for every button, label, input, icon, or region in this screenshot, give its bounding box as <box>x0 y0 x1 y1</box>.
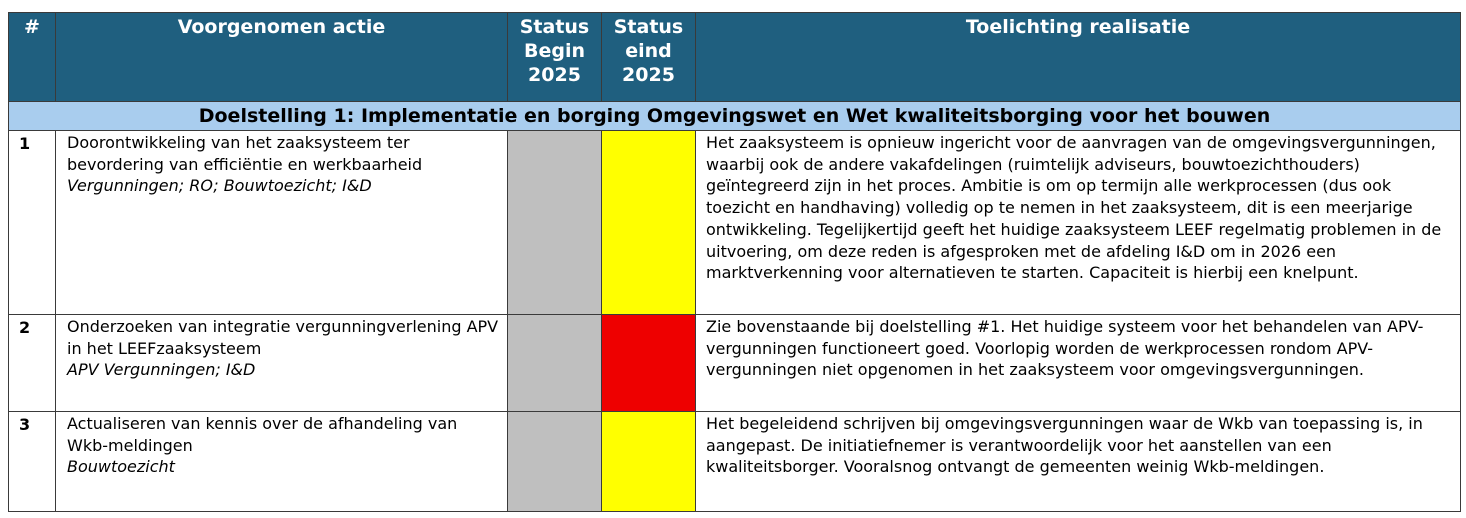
departments-text: Vergunningen; RO; Bouwtoezicht; I&D <box>67 176 372 196</box>
departments-text: APV Vergunningen; I&D <box>67 360 256 380</box>
table-row <box>9 315 1461 412</box>
status-begin-cell <box>508 315 602 412</box>
header-notes: Toelichting realisatie <box>696 13 1461 102</box>
action-cell <box>56 412 508 512</box>
action-text: Doorontwikkeling van het zaaksysteem ter bevordering van efficiëntie en werkbaarheid <box>67 133 423 174</box>
status-begin-cell <box>508 412 602 512</box>
row-number: 1 <box>9 131 56 315</box>
header-number: # <box>9 13 56 102</box>
header-status-end: Status eind 2025 <box>602 13 696 102</box>
goal-title: Doelstelling 1: Implementatie en borging Omgevingswet en Wet kwaliteitsborging voor het bouwen <box>9 102 1461 131</box>
notes-cell: Het zaaksysteem is opnieuw ingericht voor de aanvragen van de omgevingsvergunningen, waarbij ook de andere vakafdelingen (ruimtelijk adviseurs, bouwtoezichthouders) geïntegreerd zijn in het proces. Ambitie is om op termijn alle werkprocessen (dus ook toezicht en handhaving) volledig op te nemen in het zaaksysteem, dit is een meerjarige ontwikkeling. Tegelijkertijd geeft het huidige zaaksysteem LEEF regelmatig problemen in de uitvoering, om deze reden is afgesproken met de afdeling I&D om in 2026 een marktverkenning voor alternatieven te starten. Capaciteit is hierbij een knelpunt. <box>696 131 1461 315</box>
status-end-cell <box>602 412 696 512</box>
row-number: 2 <box>9 315 56 412</box>
departments-text: Bouwtoezicht <box>67 457 175 477</box>
status-end-cell <box>602 131 696 315</box>
notes-cell: Het begeleidend schrijven bij omgevingsvergunningen waar de Wkb van toepassing is, in aangepast. De initiatiefnemer is verantwoordelijk voor het aanstellen van een kwaliteitsborger. Vooralsnog ontvangt de gemeenten weinig Wkb-meldingen. <box>696 412 1461 512</box>
action-text: Actualiseren van kennis over de afhandeling van Wkb-meldingen <box>67 414 458 455</box>
notes-cell: Zie bovenstaande bij doelstelling #1. Het huidige systeem voor het behandelen van APV-vergunningen functioneert goed. Voorlopig worden de werkprocessen rondom APV-vergunningen niet opgenomen in het zaaksysteem voor omgevingsvergunningen. <box>696 315 1461 412</box>
action-cell <box>56 131 508 315</box>
goal-row <box>9 102 1461 131</box>
action-status-table <box>8 12 1461 512</box>
status-begin-cell <box>508 131 602 315</box>
header-action: Voorgenomen actie <box>56 13 508 102</box>
status-end-cell <box>602 315 696 412</box>
row-number: 3 <box>9 412 56 512</box>
table-header-row <box>9 13 1461 102</box>
action-text: Onderzoeken van integratie vergunningverlening APV in het LEEFzaaksysteem <box>67 317 499 358</box>
table-row <box>9 131 1461 315</box>
action-cell <box>56 315 508 412</box>
header-status-begin: Status Begin 2025 <box>508 13 602 102</box>
table-row <box>9 412 1461 512</box>
